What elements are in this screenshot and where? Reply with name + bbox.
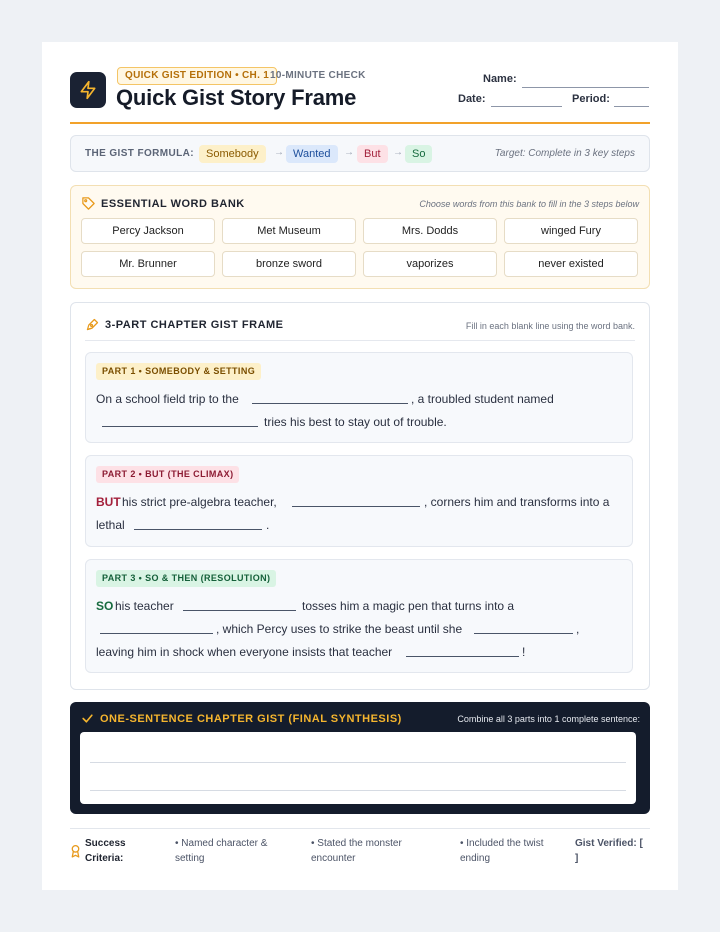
arrow-icon: → bbox=[344, 147, 354, 158]
word-bank-item[interactable]: bronze sword bbox=[222, 251, 356, 277]
award-icon bbox=[70, 844, 81, 863]
sentence-text: lethal bbox=[96, 518, 125, 532]
criteria-item-2: encounter bbox=[311, 853, 356, 864]
word-bank-hint: Choose words from this bank to fill in the 3 steps below bbox=[419, 199, 639, 209]
blank-line[interactable] bbox=[474, 633, 573, 634]
sentence-text: his teacher bbox=[115, 599, 174, 613]
blank-line[interactable] bbox=[102, 426, 258, 427]
worksheet-page bbox=[42, 42, 678, 890]
check-icon bbox=[81, 712, 94, 730]
sentence-text: ! bbox=[522, 645, 526, 659]
blank-line[interactable] bbox=[252, 403, 408, 404]
gist-formula-bar bbox=[70, 135, 650, 172]
sentence-text: , a troubled student named bbox=[411, 392, 554, 406]
writing-line bbox=[90, 762, 626, 763]
blank-line[interactable] bbox=[406, 656, 519, 657]
page-title: Quick Gist Story Frame bbox=[116, 85, 357, 110]
part-3-tag: PART 3 • SO & THEN (RESOLUTION) bbox=[96, 570, 276, 587]
criteria-item-1: • Named character & bbox=[175, 838, 268, 849]
sentence-text: tries his best to stay out of trouble. bbox=[264, 415, 447, 429]
part-2-card bbox=[85, 455, 633, 547]
criteria-item-2: • Stated the monster bbox=[311, 838, 402, 849]
date-label: Date: bbox=[458, 93, 486, 105]
formula-step-so: So bbox=[405, 145, 432, 163]
header-divider bbox=[70, 122, 650, 124]
criteria-item-3: ending bbox=[460, 853, 491, 864]
criteria-item-3: • Included the twist bbox=[460, 838, 544, 849]
blank-line[interactable] bbox=[100, 633, 213, 634]
arrow-icon: → bbox=[393, 147, 403, 158]
word-bank-item[interactable]: Percy Jackson bbox=[81, 218, 215, 244]
word-bank-item[interactable]: winged Fury bbox=[504, 218, 638, 244]
sentence-text: , which Percy uses to strike the beast until she bbox=[216, 622, 463, 636]
word-bank-item[interactable]: Mr. Brunner bbox=[81, 251, 215, 277]
formula-label: THE GIST FORMULA: bbox=[85, 148, 195, 159]
period-field[interactable] bbox=[614, 106, 649, 107]
writing-line bbox=[90, 790, 626, 791]
blank-line[interactable] bbox=[292, 506, 420, 507]
criteria-item-1: setting bbox=[175, 853, 205, 864]
sentence-text: , corners him and transforms into a bbox=[424, 495, 610, 509]
word-bank-item[interactable]: Met Museum bbox=[222, 218, 356, 244]
name-field[interactable] bbox=[522, 87, 649, 88]
part-1-card bbox=[85, 352, 633, 443]
formula-target: Target: Complete in 3 key steps bbox=[494, 148, 635, 159]
sentence-text: his strict pre-algebra teacher, bbox=[122, 495, 277, 509]
sentence-text: . bbox=[266, 518, 270, 532]
arrow-icon: → bbox=[274, 147, 284, 158]
criteria-label: Criteria: bbox=[85, 853, 124, 864]
sentence-text: , bbox=[576, 622, 580, 636]
edition-badge: QUICK GIST EDITION • CH. 1 bbox=[117, 67, 277, 85]
footer-divider bbox=[70, 828, 650, 829]
part-1-tag: PART 1 • SOMEBODY & SETTING bbox=[96, 363, 261, 380]
gist-frame-hint: Fill in each blank line using the word bank. bbox=[465, 321, 635, 331]
blank-line[interactable] bbox=[134, 529, 262, 530]
check-label: 10-MINUTE CHECK bbox=[270, 70, 366, 81]
date-field[interactable] bbox=[491, 106, 562, 107]
sentence-text: On a school field trip to the bbox=[96, 392, 239, 406]
part-2-tag: PART 2 • BUT (THE CLIMAX) bbox=[96, 466, 239, 483]
word-bank-item[interactable]: vaporizes bbox=[363, 251, 497, 277]
pen-icon bbox=[85, 317, 100, 337]
formula-step-somebody: Somebody bbox=[199, 145, 266, 163]
blank-line[interactable] bbox=[183, 610, 296, 611]
divider bbox=[85, 340, 635, 341]
period-label: Period: bbox=[572, 93, 610, 105]
gist-verified-checkbox[interactable]: Gist Verified: [ bbox=[575, 838, 643, 849]
formula-step-but: But bbox=[357, 145, 388, 163]
gist-frame-title: 3-PART CHAPTER GIST FRAME bbox=[105, 319, 284, 331]
synthesis-answer-box[interactable] bbox=[80, 732, 636, 804]
gist-verified-checkbox[interactable]: ] bbox=[575, 853, 579, 864]
synthesis-hint: Combine all 3 parts into 1 complete sentence: bbox=[457, 714, 640, 724]
gist-frame bbox=[70, 302, 650, 690]
lightning-logo-icon bbox=[70, 72, 106, 108]
criteria-label: Success bbox=[85, 838, 126, 849]
formula-step-wanted: Wanted bbox=[286, 145, 338, 163]
final-synthesis-panel bbox=[70, 702, 650, 814]
part-3-card bbox=[85, 559, 633, 673]
word-bank bbox=[70, 185, 650, 289]
synthesis-title: ONE-SENTENCE CHAPTER GIST (FINAL SYNTHESIS) bbox=[100, 713, 402, 725]
sentence-text: tosses him a magic pen that turns into a bbox=[302, 599, 515, 613]
keyword-so: SO bbox=[96, 599, 114, 613]
word-bank-item[interactable]: Mrs. Dodds bbox=[363, 218, 497, 244]
name-label: Name: bbox=[483, 73, 517, 85]
keyword-but: BUT bbox=[96, 495, 121, 509]
word-bank-item[interactable]: never existed bbox=[504, 251, 638, 277]
sentence-text: leaving him in shock when everyone insists that teacher bbox=[96, 645, 393, 659]
word-bank-title: ESSENTIAL WORD BANK bbox=[101, 198, 245, 210]
tag-icon bbox=[81, 196, 96, 216]
